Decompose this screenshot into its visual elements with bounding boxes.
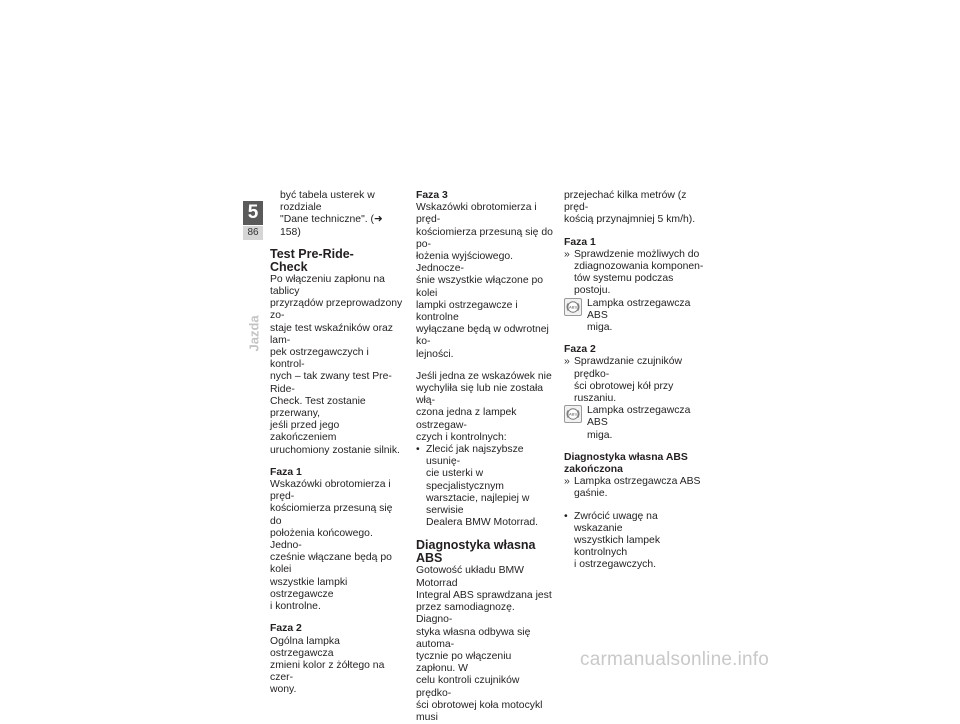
abs-warning-icon-graphic — [566, 300, 580, 314]
faza2-heading: Faza 2 — [270, 623, 302, 635]
text-line: wyłączane będą w odwrotnej ko- — [416, 324, 549, 348]
text-line: Gotowość układu BMW Motorrad — [416, 565, 524, 589]
page-number: 86 — [243, 226, 263, 240]
text-line: i kontrolne. — [270, 601, 321, 613]
text-line: wony. — [270, 684, 297, 696]
text-line: miga. — [587, 322, 613, 334]
text-line: cześnie włączane będą po kolei — [270, 552, 392, 576]
text-line: tycznie po włączeniu zapłonu. W — [416, 650, 512, 675]
final-bullet — [564, 511, 704, 572]
text-line: celu kontroli czujników prędko- — [416, 675, 520, 699]
text-line: lampki ostrzegawcze i kontrolne — [416, 299, 518, 324]
abs-warning-icon — [564, 405, 582, 423]
text-line: Zlecić jak najszybsze usunię- — [426, 444, 524, 468]
svg-text:ABS: ABS — [568, 411, 578, 417]
text-line: Sprawdzenie możliwych do — [574, 248, 700, 260]
text-line: wszystkie lampki ostrzegawcze — [270, 576, 348, 600]
text-line: warsztacie, najlepiej w serwisie — [426, 492, 530, 517]
text-line: Jeśli jedna ze wskazówek nie — [416, 370, 552, 382]
text-line: miga. — [587, 429, 613, 441]
text-line: zdiagnozowania komponen- — [574, 261, 704, 273]
text-line: przyrządów przeprowadzony zo- — [270, 298, 403, 322]
abs-faza1-heading: Faza 1 — [564, 236, 596, 248]
text-line: Sprawdzanie czujników prędko- — [574, 356, 683, 380]
test-body — [270, 274, 405, 457]
text-line: Wskazówki obrotomierza i pręd- — [416, 202, 537, 226]
text-line: łożenia wyjściowego. Jednocze- — [416, 251, 514, 275]
abs-faza2-result — [564, 405, 704, 442]
heading-line: zakończona — [564, 464, 623, 476]
column-2 — [416, 190, 553, 724]
text-line: położenia końcowego. Jedno- — [270, 527, 373, 552]
fail-body — [416, 371, 553, 444]
text-line: i ostrzegawczych. — [574, 559, 656, 571]
text-line: cie usterki w specjalistycznym — [426, 468, 504, 492]
text-line: ści obrotowej kół przy ruszaniu. — [574, 380, 674, 405]
text-line: śnie wszystkie włączone po kolei — [416, 275, 544, 299]
test-heading — [270, 248, 405, 274]
intro-text — [270, 190, 405, 239]
arrow-mark: » — [564, 476, 570, 488]
text-line: styka własna odbywa się automa- — [416, 626, 531, 650]
text-line: uruchomiony zostanie silnik. — [270, 444, 400, 456]
faza3-body — [416, 202, 553, 361]
text-line: Wskazówki obrotomierza i pręd- — [270, 479, 391, 503]
text-line: nych – tak zwany test Pre-Ride- — [270, 371, 392, 395]
faza1-body — [270, 479, 405, 613]
text-line: kością przynajmniej 5 km/h). — [564, 214, 696, 226]
abs-done-heading — [564, 452, 704, 476]
column-3 — [564, 190, 704, 572]
text-line: pek ostrzegawczych i kontrol- — [270, 347, 369, 371]
svg-text:ABS: ABS — [568, 304, 578, 310]
text-line: Lampka ostrzegawcza ABS — [587, 405, 691, 429]
bullet-mark: • — [416, 444, 420, 456]
abs-done-item — [564, 476, 704, 500]
faza2-body — [270, 636, 405, 697]
text-line: zmieni kolor z żółtego na czer- — [270, 659, 385, 684]
text-line: gaśnie. — [574, 488, 608, 500]
text-line: być tabela usterek w rozdziale — [280, 190, 375, 214]
text-line: staje test wskaźników oraz lam- — [270, 322, 394, 346]
abs-body — [416, 565, 553, 724]
abs-faza2-item — [564, 356, 704, 405]
text-line: wychyliła się lub nie została włą- — [416, 383, 544, 407]
abs-faza1-result — [564, 298, 704, 335]
text-line: ści obrotowej koła motocykl musi — [416, 699, 543, 723]
text-line: Integral ABS sprawdzana jest — [416, 589, 552, 601]
heading-line: Check — [270, 259, 308, 274]
text-line: tów systemu podczas postoju. — [574, 273, 674, 297]
text-line: jeśli przed jego zakończeniem — [270, 420, 340, 444]
text-line: Dealera BMW Motorrad. — [426, 517, 539, 529]
text-line: Po włączeniu zapłonu na tablicy — [270, 273, 385, 298]
abs-warning-icon-graphic — [566, 407, 580, 421]
column-1 — [270, 190, 405, 697]
text-line: Check. Test zostanie przerwany, — [270, 395, 366, 420]
chapter-number: 5 — [243, 201, 263, 225]
text-line: czych i kontrolnych: — [416, 431, 507, 443]
faza3-heading: Faza 3 — [416, 190, 448, 201]
text-line: wszystkich lampek kontrolnych — [574, 535, 661, 559]
text-line: lejności. — [416, 348, 454, 360]
abs-warning-icon — [564, 298, 582, 316]
fail-bullet — [416, 444, 553, 529]
text-line: Lampka ostrzegawcza ABS — [587, 297, 691, 321]
arrow-mark: » — [564, 248, 570, 260]
text-line: przejechać kilka metrów (z pręd- — [564, 190, 687, 214]
abs-faza1-item — [564, 249, 704, 298]
watermark: carmanualsonline.info — [580, 649, 770, 670]
section-label: Jazda — [246, 315, 262, 352]
heading-line: Diagnostyka własna ABS — [564, 451, 688, 463]
abs-faza2-heading: Faza 2 — [564, 344, 596, 356]
text-line: przez samodiagnozę. Diagno- — [416, 602, 515, 626]
arrow-mark: » — [564, 356, 570, 368]
text-line: "Dane techniczne". (➜ 158) — [280, 214, 383, 238]
continuation-body — [564, 190, 704, 227]
text-line: kościomierza przesuną się do po- — [416, 226, 553, 250]
bullet-mark: • — [564, 510, 568, 522]
text-line: czona jedna z lampek ostrzegaw- — [416, 407, 517, 431]
text-line: kościomierza przesuną się do — [270, 503, 393, 527]
text-line: Zwrócić uwagę na wskazanie — [574, 510, 658, 534]
abs-heading: Diagnostyka własna ABS — [416, 538, 536, 566]
faza1-heading: Faza 1 — [270, 466, 302, 478]
text-line: Ogólna lampka ostrzegawcza — [270, 635, 340, 659]
text-line: Lampka ostrzegawcza ABS — [574, 476, 701, 488]
heading-line: Test Pre-Ride- — [270, 246, 354, 261]
